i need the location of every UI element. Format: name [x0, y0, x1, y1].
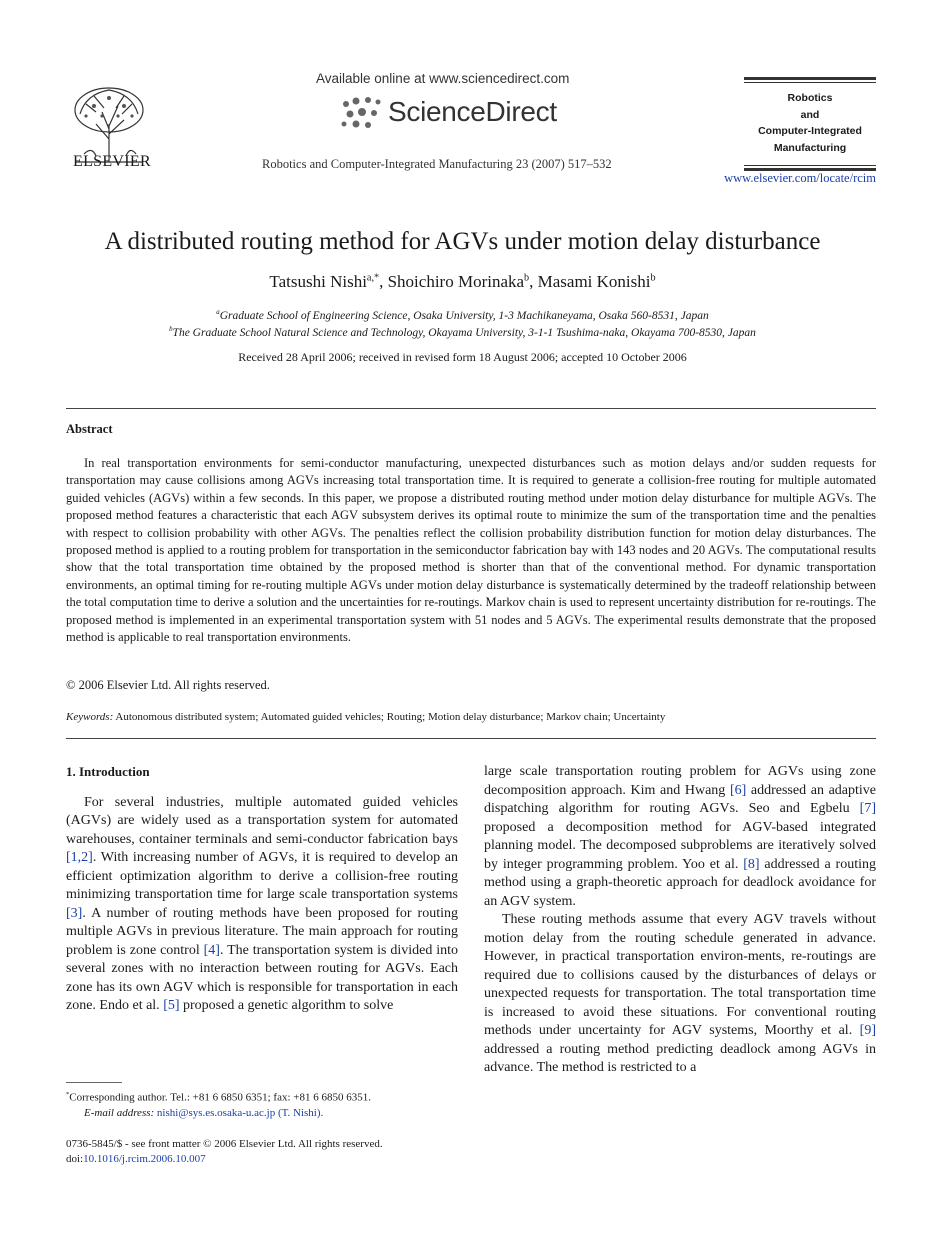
affiliation-b — [40, 326, 885, 339]
citation-link[interactable]: [9] — [859, 1023, 876, 1038]
author-name: Shoichiro Morinaka — [387, 272, 525, 291]
author-list — [40, 272, 885, 292]
paragraph — [484, 763, 876, 911]
author-sup: a,* — [366, 272, 380, 284]
affiliation-text: The Graduate School Natural Science and Technology, Okayama University, 3-1-1 Tsushima-naka, Okayama 700-8530, Japan — [172, 326, 756, 339]
article-title: A distributed routing method for AGVs under motion delay disturbance — [104, 228, 821, 255]
journal-box-line: Robotics — [787, 92, 833, 104]
text-run: addressed a routing method using a graph-theoretic approach for deadlock avoidance for an AGV system. — [484, 856, 876, 909]
text-run: These routing methods assume that every AGV travels without motion delay from the routing schedule generated in advance. However, in practical transportation environ-ments, re-routings are required due to collisions caused by the disturbances of delays or unexpected requests for transportation. The total transportation time is increased to avoid these situations. For conventional routing methods under uncertainty for AGV systems, Moorthy et al. — [484, 912, 876, 1038]
doi-link[interactable]: 10.1016/j.rcim.2006.10.007 — [83, 1153, 206, 1165]
paragraph — [66, 794, 458, 1016]
front-matter-line: 0736-5845/$ - see front matter © 2006 Elsevier Ltd. All rights reserved. — [66, 1138, 383, 1150]
keywords — [66, 711, 876, 723]
affiliation-text: Graduate School of Engineering Science, Osaka University, 1-3 Machikaneyama, Osaka 560-8531, Japan — [219, 309, 709, 322]
citation-link[interactable]: [3] — [66, 905, 83, 921]
citation-link[interactable]: [6] — [729, 782, 747, 798]
affiliation-sup: a — [216, 309, 220, 316]
author-sup: b — [650, 272, 656, 284]
doi-line — [66, 1152, 466, 1167]
journal-box-line: and — [800, 108, 820, 121]
footnote-divider — [66, 1082, 122, 1083]
text-run: . A number of routing methods have been proposed for routing multiple AGVs in previous literature. The main approach for routing problem is zone control — [66, 905, 458, 958]
citation-link[interactable]: [5] — [163, 998, 180, 1013]
affiliation-a — [40, 309, 885, 322]
keywords-list: Autonomous distributed system; Automated guided vehicles; Routing; Motion delay disturbance; Markov chain; Uncertainty — [115, 711, 666, 723]
body-left-column — [66, 763, 458, 1016]
abstract-copyright: © 2006 Elsevier Ltd. All rights reserved. — [66, 678, 270, 692]
author-sep: , — [529, 272, 538, 291]
front-matter-notes — [66, 1137, 466, 1167]
author-sup: b — [524, 272, 530, 284]
email-link[interactable]: nishi@sys.es.osaka-u.ac.jp (T. Nishi). — [156, 1106, 324, 1119]
sciencedirect-dots-icon — [338, 96, 384, 132]
journal-url-link[interactable]: www.elsevier.com/locate/rcim — [724, 171, 876, 185]
sciencedirect-wordmark: ScienceDirect — [388, 96, 557, 127]
text-run: For several industries, multiple automated guided vehicles (AGVs) are widely used as a transportation system for automated warehouses, container terminals and semi-conductor fabrication bays — [66, 794, 458, 847]
citation-link[interactable]: [7] — [859, 801, 876, 816]
available-online-text: Available online at www.sciencedirect.com — [316, 71, 570, 86]
abstract-heading: Abstract — [66, 422, 113, 436]
keywords-label: Keywords: — [66, 711, 114, 723]
corresponding-author-note: *Corresponding author. Tel.: +81 6 6850 6351; fax: +81 6 6850 6351. — [66, 1091, 371, 1104]
paragraph — [484, 911, 876, 1078]
email-label: E-mail address: — [84, 1106, 155, 1119]
received-dates: Received 28 April 2006; received in revised form 18 August 2006; accepted 10 October 2006 — [238, 350, 687, 364]
abstract-text: In real transportation environments for semi-conductor manufacturing, unexpected disturbances such as motion delays and/or sudden requests for transportation may cause collisions among AGVs increasing total transportation time. It is required to generate a collision-free routing for multiple automated guided vehicles (AGVs) within a few seconds. In this paper, we propose a distributed routing method under motion delay disturbance for multiple AGVs. The proposed method features a characteristic that each AGV subsystem derives its optimal route to minimize the sum of the transportation time and the penalties with respect to collision probability with other AGVs. The penalties reflect the collision probability distribution function for motion delay disturbances. The proposed method is applied to a routing problem for transportation in the semiconductor fabrication bay with 143 nodes and 20 AGVs. The computational results show that the total transportation time obtained by the proposed method is shorter than that of the conventional method. For dynamic transportation environments, an optimal timing for re-routing multiple AGVs under motion delay disturbance is systematically determined by the tradeoff relationship between the total computation time to derive a solution and the uncertainties for re-routings. Markov chain is used to represent uncertainty distribution for re-routings. The proposed method is implemented in an experimental transportation system with 51 nodes and 5 AGVs. The experimental results demonstrate that the proposed method is applicable to real transportation environments. — [66, 456, 876, 645]
section-heading: 1. Introduction — [66, 764, 150, 779]
footnote — [66, 1087, 466, 1121]
text-run: addressed an adaptive dispatching algorithm for routing AGVs. Seo and Egbelu — [484, 782, 876, 816]
citation-link[interactable]: [1,2] — [66, 850, 93, 865]
text-run: proposed a decomposition method for AGV-based integrated planning model. The decomposed subproblems are iteratively solved by integer programming problem. Yoo et al. — [484, 819, 876, 872]
author-name: Masami Konishi — [537, 272, 651, 291]
journal-box-line: Computer-Integrated — [758, 125, 862, 137]
divider — [66, 408, 876, 409]
citation-link[interactable]: [8] — [743, 856, 760, 872]
affiliation-sup: b — [169, 326, 173, 333]
journal-title-box — [744, 77, 876, 171]
divider — [66, 738, 876, 739]
text-run: large scale transportation routing problem for AGVs using zone decomposition approach. Kim and Hwang — [484, 764, 876, 798]
text-run: . The transportation system is divided into several zones with no interaction between routing for AGVs. Each zone has its own AGV which is responsible for transportation in each zone. Endo et al. — [66, 942, 458, 1013]
publisher-name: ELSEVIER — [73, 153, 151, 170]
doi-prefix: doi: — [66, 1153, 84, 1165]
text-run: . With increasing number of AGVs, it is required to develop an efficient optimization algorithm to derive a collision-free routing minimizing transportation time for large scale transportation systems — [66, 850, 458, 902]
corresponding-text: Corresponding author. Tel.: +81 6 6850 6351; fax: +81 6 6850 6351. — [69, 1091, 371, 1104]
email-note — [66, 1106, 466, 1121]
journal-box-line: Manufacturing — [773, 141, 847, 154]
journal-citation: Robotics and Computer-Integrated Manufacturing 23 (2007) 517–532 — [262, 157, 612, 171]
text-run: proposed a genetic algorithm to solve — [179, 998, 394, 1013]
author-sep: , — [379, 272, 388, 291]
body-right-column — [484, 763, 876, 1078]
author-name: Tatsushi Nishi — [269, 272, 367, 291]
citation-link[interactable]: [4] — [203, 942, 220, 958]
text-run: addressed a routing method predicting deadlock among AGVs in advance. The method is restricted to a — [484, 1041, 876, 1075]
